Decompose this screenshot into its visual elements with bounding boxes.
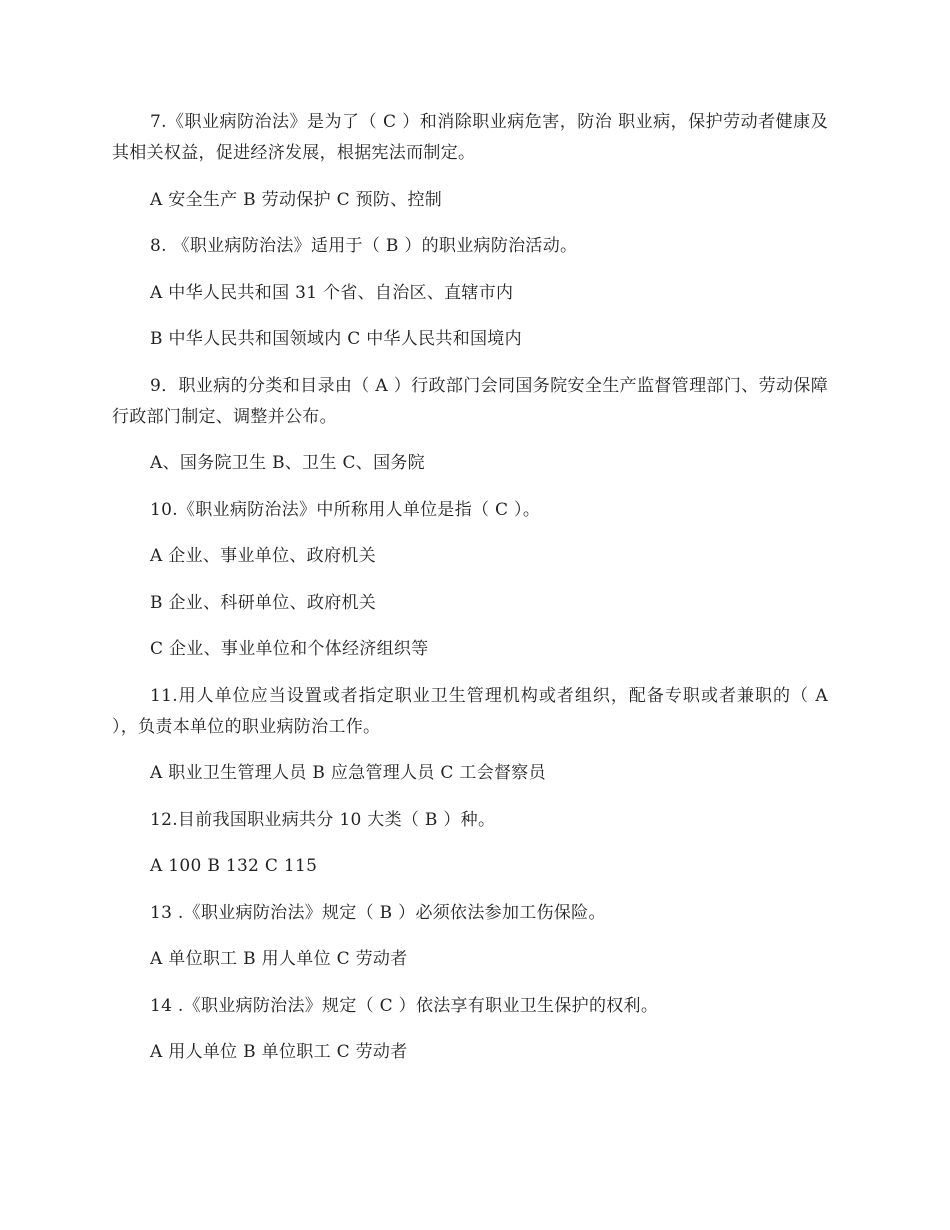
document-body	[112, 107, 828, 1084]
question-12: 12.目前我国职业病共分 10 大类（ B ）种。	[150, 809, 496, 830]
question-9-options: A、国务院卫生 B、卫生 C、国务院	[150, 453, 425, 473]
question-13: 13 .《职业病防治法》规定（ B ）必须依法参加工伤保险。	[150, 902, 606, 923]
question-10-option-c: C 企业、事业单位和个体经济组织等	[150, 639, 429, 659]
question-12-options: A 100 B 132 C 115	[150, 856, 318, 876]
question-13-options: A 单位职工 B 用人单位 C 劳动者	[150, 949, 408, 969]
question-8: 8. 《职业病防治法》适用于（ B ）的职业病防治活动。	[150, 236, 578, 256]
question-7-options: A 安全生产 B 劳动保护 C 预防、控制	[150, 189, 443, 210]
question-8-options-bc: B 中华人民共和国领域内 C 中华人民共和国境内	[150, 329, 522, 349]
question-10-option-b: B 企业、科研单位、政府机关	[150, 592, 377, 613]
question-10: 10.《职业病防治法》中所称用人单位是指（ C ）。	[150, 499, 541, 520]
question-7: 7.《职业病防治法》是为了（ C ）和消除职业病危害，防治 职业病，保护劳动者健康及其相关权益，促进经济发展，根据宪法而制定。	[112, 112, 828, 163]
question-8-option-a: A 中华人民共和国 31 个省、自治区、直辖市内	[150, 282, 514, 303]
question-10-option-a: A 企业、事业单位、政府机关	[150, 546, 376, 566]
question-14: 14 .《职业病防治法》规定（ C ）依法享有职业卫生保护的权利。	[150, 995, 659, 1016]
question-14-options: A 用人单位 B 单位职工 C 劳动者	[150, 1042, 408, 1062]
question-9: 9．职业病的分类和目录由（ A ）行政部门会同国务院安全生产监督管理部门、劳动保障行政部门制定、调整并公布。	[112, 375, 828, 427]
question-11: 11.用人单位应当设置或者指定职业卫生管理机构或者组织，配备专职或者兼职的（ A ），负责本单位的职业病防治工作。	[112, 685, 828, 737]
question-11-options: A 职业卫生管理人员 B 应急管理人员 C 工会督察员	[150, 763, 546, 783]
